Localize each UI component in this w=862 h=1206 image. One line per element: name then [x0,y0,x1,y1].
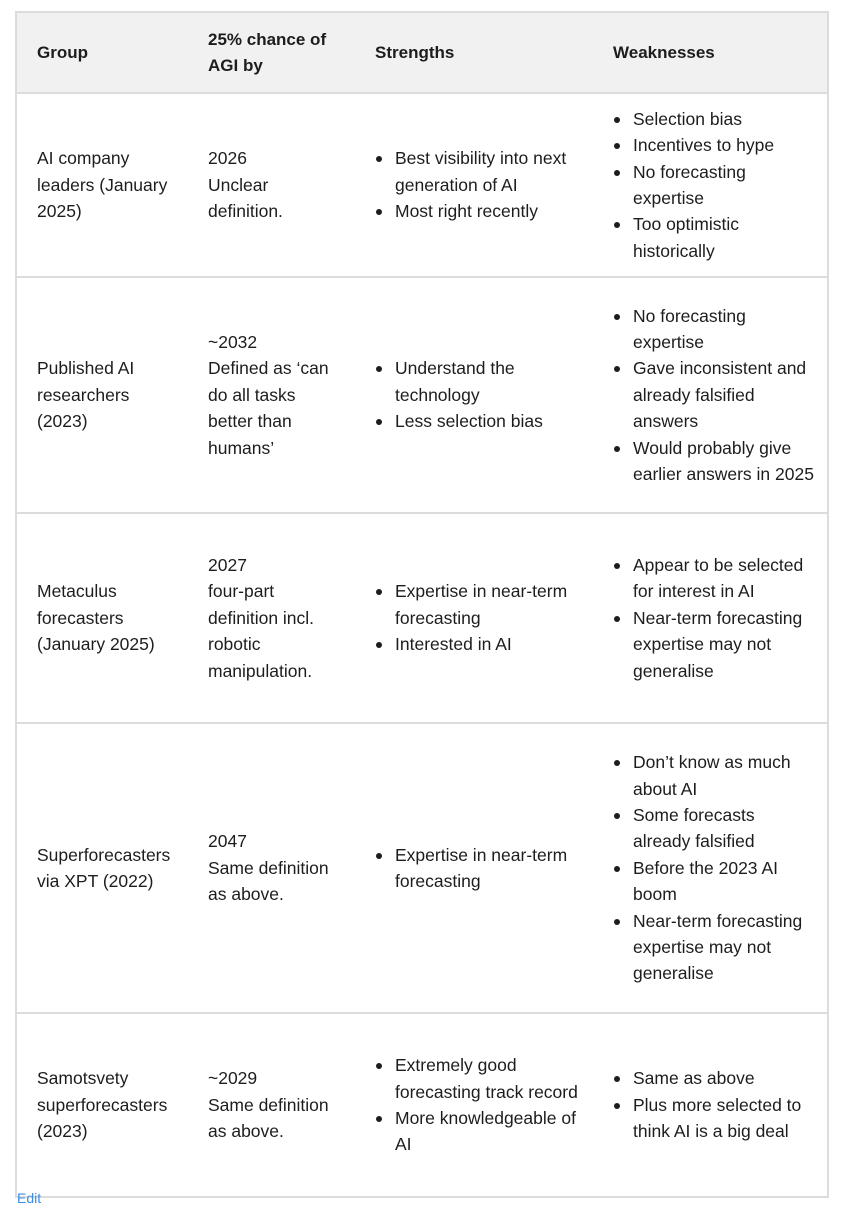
agi-year: ~2032 [208,331,258,352]
list-item: Near-term forecasting expertise may not generalise [613,908,815,987]
strengths-list [375,145,581,224]
group-cell: Samotsvety superforecasters (2023) [37,1068,168,1142]
strengths-list [375,842,581,895]
weaknesses-cell [593,277,828,513]
list-item: Incentives to hype [613,132,815,158]
list-item: Same as above [613,1065,815,1091]
group-cell: Published AI researchers (2023) [16,277,188,513]
strengths-list [375,578,581,657]
strengths-cell [355,1013,593,1197]
agi-year: 2047 [208,831,247,852]
agi-forecast-table [15,11,829,1198]
table-header-row [16,12,828,93]
group-cell: Metaculus forecasters (January 2025) [16,513,188,723]
agi-definition: Unclear definition. [208,174,283,222]
list-item: Expertise in near-term forecasting [375,578,581,631]
weaknesses-cell [593,93,828,277]
agi-year: 2026 [208,148,247,169]
list-item: Understand the technology [375,355,581,408]
agi-date-cell [188,1013,355,1197]
list-item: Some forecasts already falsified [613,802,815,855]
list-item: Interested in AI [375,631,581,657]
weaknesses-list [613,1065,815,1144]
strengths-list [375,1052,581,1158]
list-item: Appear to be selected for interest in AI [613,552,815,605]
agi-date-cell [188,277,355,513]
strengths-cell [355,723,593,1013]
header-weaknesses: Weaknesses [593,12,828,93]
table-row [16,277,828,513]
list-item: No forecasting expertise [613,303,815,356]
header-agi-date: 25% chance of AGI by [188,12,355,93]
strengths-cell [355,513,593,723]
table-row [16,93,828,277]
strengths-list [375,355,581,434]
weaknesses-list [613,552,815,684]
weaknesses-cell [593,513,828,723]
list-item: No forecasting expertise [613,159,815,212]
weaknesses-cell [593,1013,828,1197]
list-item: Most right recently [375,198,581,224]
weaknesses-list [613,106,815,264]
agi-year: ~2029 [208,1068,258,1089]
list-item: Don’t know as much about AI [613,749,815,802]
table-row [16,513,828,723]
comparison-table-container [15,11,827,1198]
list-item: Before the 2023 AI boom [613,855,815,908]
group-cell: Superforecasters via XPT (2022) [16,723,188,1013]
strengths-cell [355,277,593,513]
list-item: Would probably give earlier answers in 2025 [613,435,815,488]
agi-definition: Defined as ‘can do all tasks better than humans’ [208,358,329,458]
table-row [16,1013,828,1197]
table-row [16,723,828,1013]
agi-definition: Same definition as above. [208,1094,329,1142]
weaknesses-list [613,303,815,488]
list-item: More knowledgeable of AI [375,1105,581,1158]
agi-definition: Same definition as above. [208,857,329,905]
agi-date-cell [188,93,355,277]
list-item: Too optimistic historically [613,211,815,264]
list-item: Near-term forecasting expertise may not generalise [613,605,815,684]
list-item: Gave inconsistent and already falsified answers [613,355,815,434]
header-strengths: Strengths [355,12,593,93]
strengths-cell [355,93,593,277]
agi-date-cell [188,513,355,723]
list-item: Best visibility into next generation of AI [375,145,581,198]
weaknesses-cell [593,723,828,1013]
agi-date-cell [188,723,355,1013]
list-item: Extremely good forecasting track record [375,1052,581,1105]
list-item: Selection bias [613,106,815,132]
group-cell: AI company leaders (January 2025) [16,93,188,277]
list-item: Plus more selected to think AI is a big deal [613,1092,815,1145]
edit-link[interactable]: Edit [17,1190,42,1206]
list-item: Less selection bias [375,408,581,434]
agi-year: 2027 [208,554,247,575]
list-item: Expertise in near-term forecasting [375,842,581,895]
weaknesses-list [613,749,815,987]
agi-definition: four-part definition incl. robotic manipulation. [208,581,315,681]
header-group: Group [16,12,188,93]
